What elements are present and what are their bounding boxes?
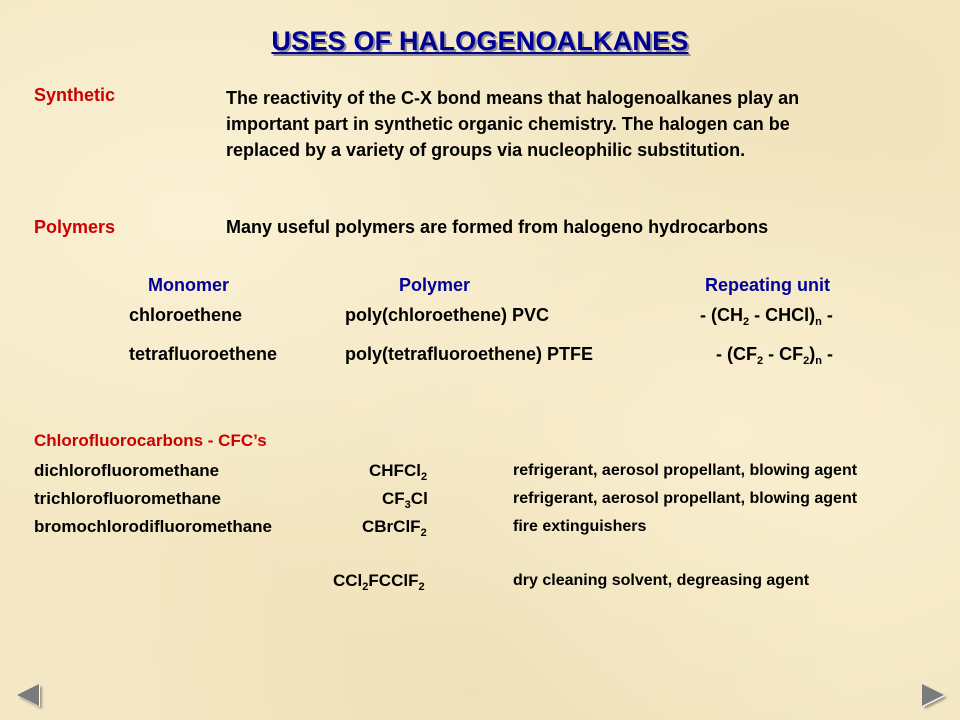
cfc-name-1: dichlorofluoromethane — [34, 461, 220, 480]
formula-subscript: 2 — [420, 527, 427, 539]
cfc-use-1: refrigerant, aerosol propellant, blowing agent — [513, 462, 858, 479]
formula-part: CCl — [333, 571, 363, 590]
cfc-heading: Chlorofluorocarbons - CFC’s — [34, 431, 267, 450]
unit-part: - CHCl) — [749, 305, 816, 325]
unit-subscript: 2 — [743, 316, 750, 328]
unit-subscript: n — [815, 316, 822, 328]
synthetic-line-1: The reactivity of the C-X bond means that halogenoalkanes play an — [226, 88, 800, 108]
header-monomer: Monomer — [148, 275, 229, 295]
formula-subscript: 2 — [362, 581, 369, 593]
formula-part: FCClF — [368, 571, 419, 590]
header-polymer: Polymer — [399, 275, 471, 295]
formula-subscript: 2 — [420, 471, 428, 483]
unit-part: - (CH — [700, 305, 743, 325]
unit-part: - CF — [763, 344, 804, 364]
cfc-use-3: fire extinguishers — [513, 518, 647, 535]
unit-part: - — [821, 305, 833, 325]
right-triangle-icon[interactable] — [922, 684, 944, 706]
synthetic-line-2: important part in synthetic organic chemistry. The halogen can be — [226, 114, 790, 134]
cfc-formula-1 — [369, 461, 427, 481]
formula-part: CBrClF — [362, 517, 421, 536]
unit-subscript: 2 — [756, 355, 764, 367]
unit-subscript: n — [815, 355, 822, 367]
left-triangle-icon[interactable] — [17, 684, 39, 706]
cfc-name-3: bromochlorodifluoromethane — [34, 517, 272, 536]
unit-part: - (CF — [716, 344, 757, 364]
formula-part: CF — [382, 489, 405, 508]
synthetic-line-3: replaced by a variety of groups via nucleophilic substitution. — [226, 140, 746, 160]
monomer-chloroethene: chloroethene — [129, 305, 243, 325]
cfc-use-2: refrigerant, aerosol propellant, blowing agent — [513, 490, 858, 507]
formula-subscript: 3 — [404, 499, 411, 511]
monomer-tetrafluoroethene: tetrafluoroethene — [129, 344, 278, 364]
unit-subscript: 2 — [803, 355, 810, 367]
cfc-use-4: dry cleaning solvent, degreasing agent — [513, 572, 810, 589]
cfc-name-2: trichlorofluoromethane — [34, 489, 222, 508]
header-repeating-unit: Repeating unit — [705, 275, 830, 295]
polymer-ptfe: poly(tetrafluoroethene) PTFE — [345, 344, 594, 364]
unit-part: - — [821, 344, 833, 364]
formula-subscript: 2 — [418, 581, 425, 593]
polymers-label: Polymers — [34, 217, 116, 237]
polymers-text: Many useful polymers are formed from halogeno hydrocarbons — [226, 217, 769, 237]
synthetic-label: Synthetic — [34, 85, 116, 105]
cfc-formula-4 — [333, 571, 425, 591]
cfc-formula-2 — [382, 489, 428, 509]
formula-part: CHFCl — [369, 461, 421, 480]
synthetic-paragraph — [226, 85, 926, 163]
repeating-unit-pvc — [700, 305, 833, 326]
repeating-unit-ptfe — [716, 344, 833, 365]
unit-part: ) — [809, 344, 816, 364]
formula-part: Cl — [410, 489, 428, 508]
page-title: USES OF HALOGENOALKANES — [271, 26, 689, 56]
polymer-pvc: poly(chloroethene) PVC — [345, 305, 550, 325]
cfc-formula-3 — [362, 517, 427, 537]
